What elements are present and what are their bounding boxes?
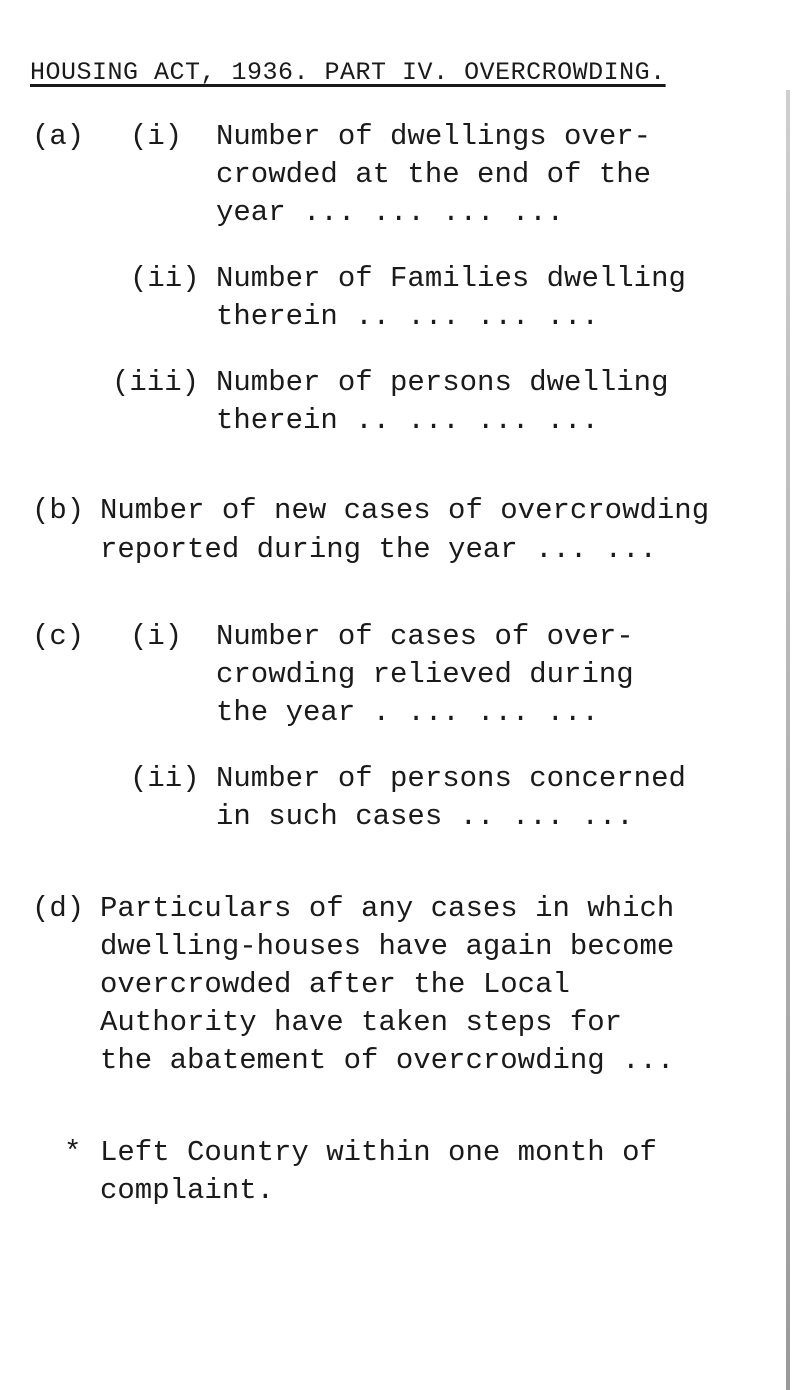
- section-b-line1: Number of new cases of overcrowding: [100, 494, 710, 527]
- footnote-line2: complaint.: [100, 1174, 275, 1207]
- section-d-line4: Authority have taken steps for: [100, 1006, 623, 1039]
- item-a-i-label: (i): [130, 120, 183, 153]
- section-a-label: (a): [32, 120, 85, 153]
- section-b-label: (b): [32, 494, 85, 527]
- page-heading: HOUSING ACT, 1936. PART IV. OVERCROWDING.: [30, 58, 666, 87]
- item-a-iii-line1: Number of persons dwelling: [216, 366, 669, 399]
- item-a-ii-line2: therein .. ... ... ...: [216, 300, 599, 333]
- item-c-ii-label: (ii): [130, 762, 200, 795]
- item-a-ii-line1: Number of Families dwelling: [216, 262, 686, 295]
- footnote-marker: *: [64, 1136, 82, 1169]
- footnote-line1: Left Country within one month of: [100, 1136, 657, 1169]
- item-c-i-line2: crowding relieved during: [216, 658, 634, 691]
- item-a-ii-label: (ii): [130, 262, 200, 295]
- section-b-line2: reported during the year ... ...: [100, 533, 657, 566]
- item-c-i-label: (i): [130, 620, 183, 653]
- item-c-ii-line2: in such cases .. ... ...: [216, 800, 634, 833]
- section-d-line3: overcrowded after the Local: [100, 968, 570, 1001]
- item-c-ii-line1: Number of persons concerned: [216, 762, 686, 795]
- section-d-label: (d): [32, 892, 85, 925]
- section-d-line2: dwelling-houses have again become: [100, 930, 675, 963]
- section-d-line5: the abatement of overcrowding ...: [100, 1044, 675, 1077]
- item-a-iii-line2: therein .. ... ... ...: [216, 404, 599, 437]
- item-a-i-line3: year ... ... ... ...: [216, 196, 565, 229]
- page-edge-shadow: [786, 90, 790, 1390]
- item-c-i-line3: the year . ... ... ...: [216, 696, 599, 729]
- item-a-iii-label: (iii): [112, 366, 200, 399]
- item-c-i-line1: Number of cases of over-: [216, 620, 634, 653]
- item-a-i-line2: crowded at the end of the: [216, 158, 652, 191]
- section-d-line1: Particulars of any cases in which: [100, 892, 675, 925]
- item-a-i-line1: Number of dwellings over-: [216, 120, 652, 153]
- section-c-label: (c): [32, 620, 85, 653]
